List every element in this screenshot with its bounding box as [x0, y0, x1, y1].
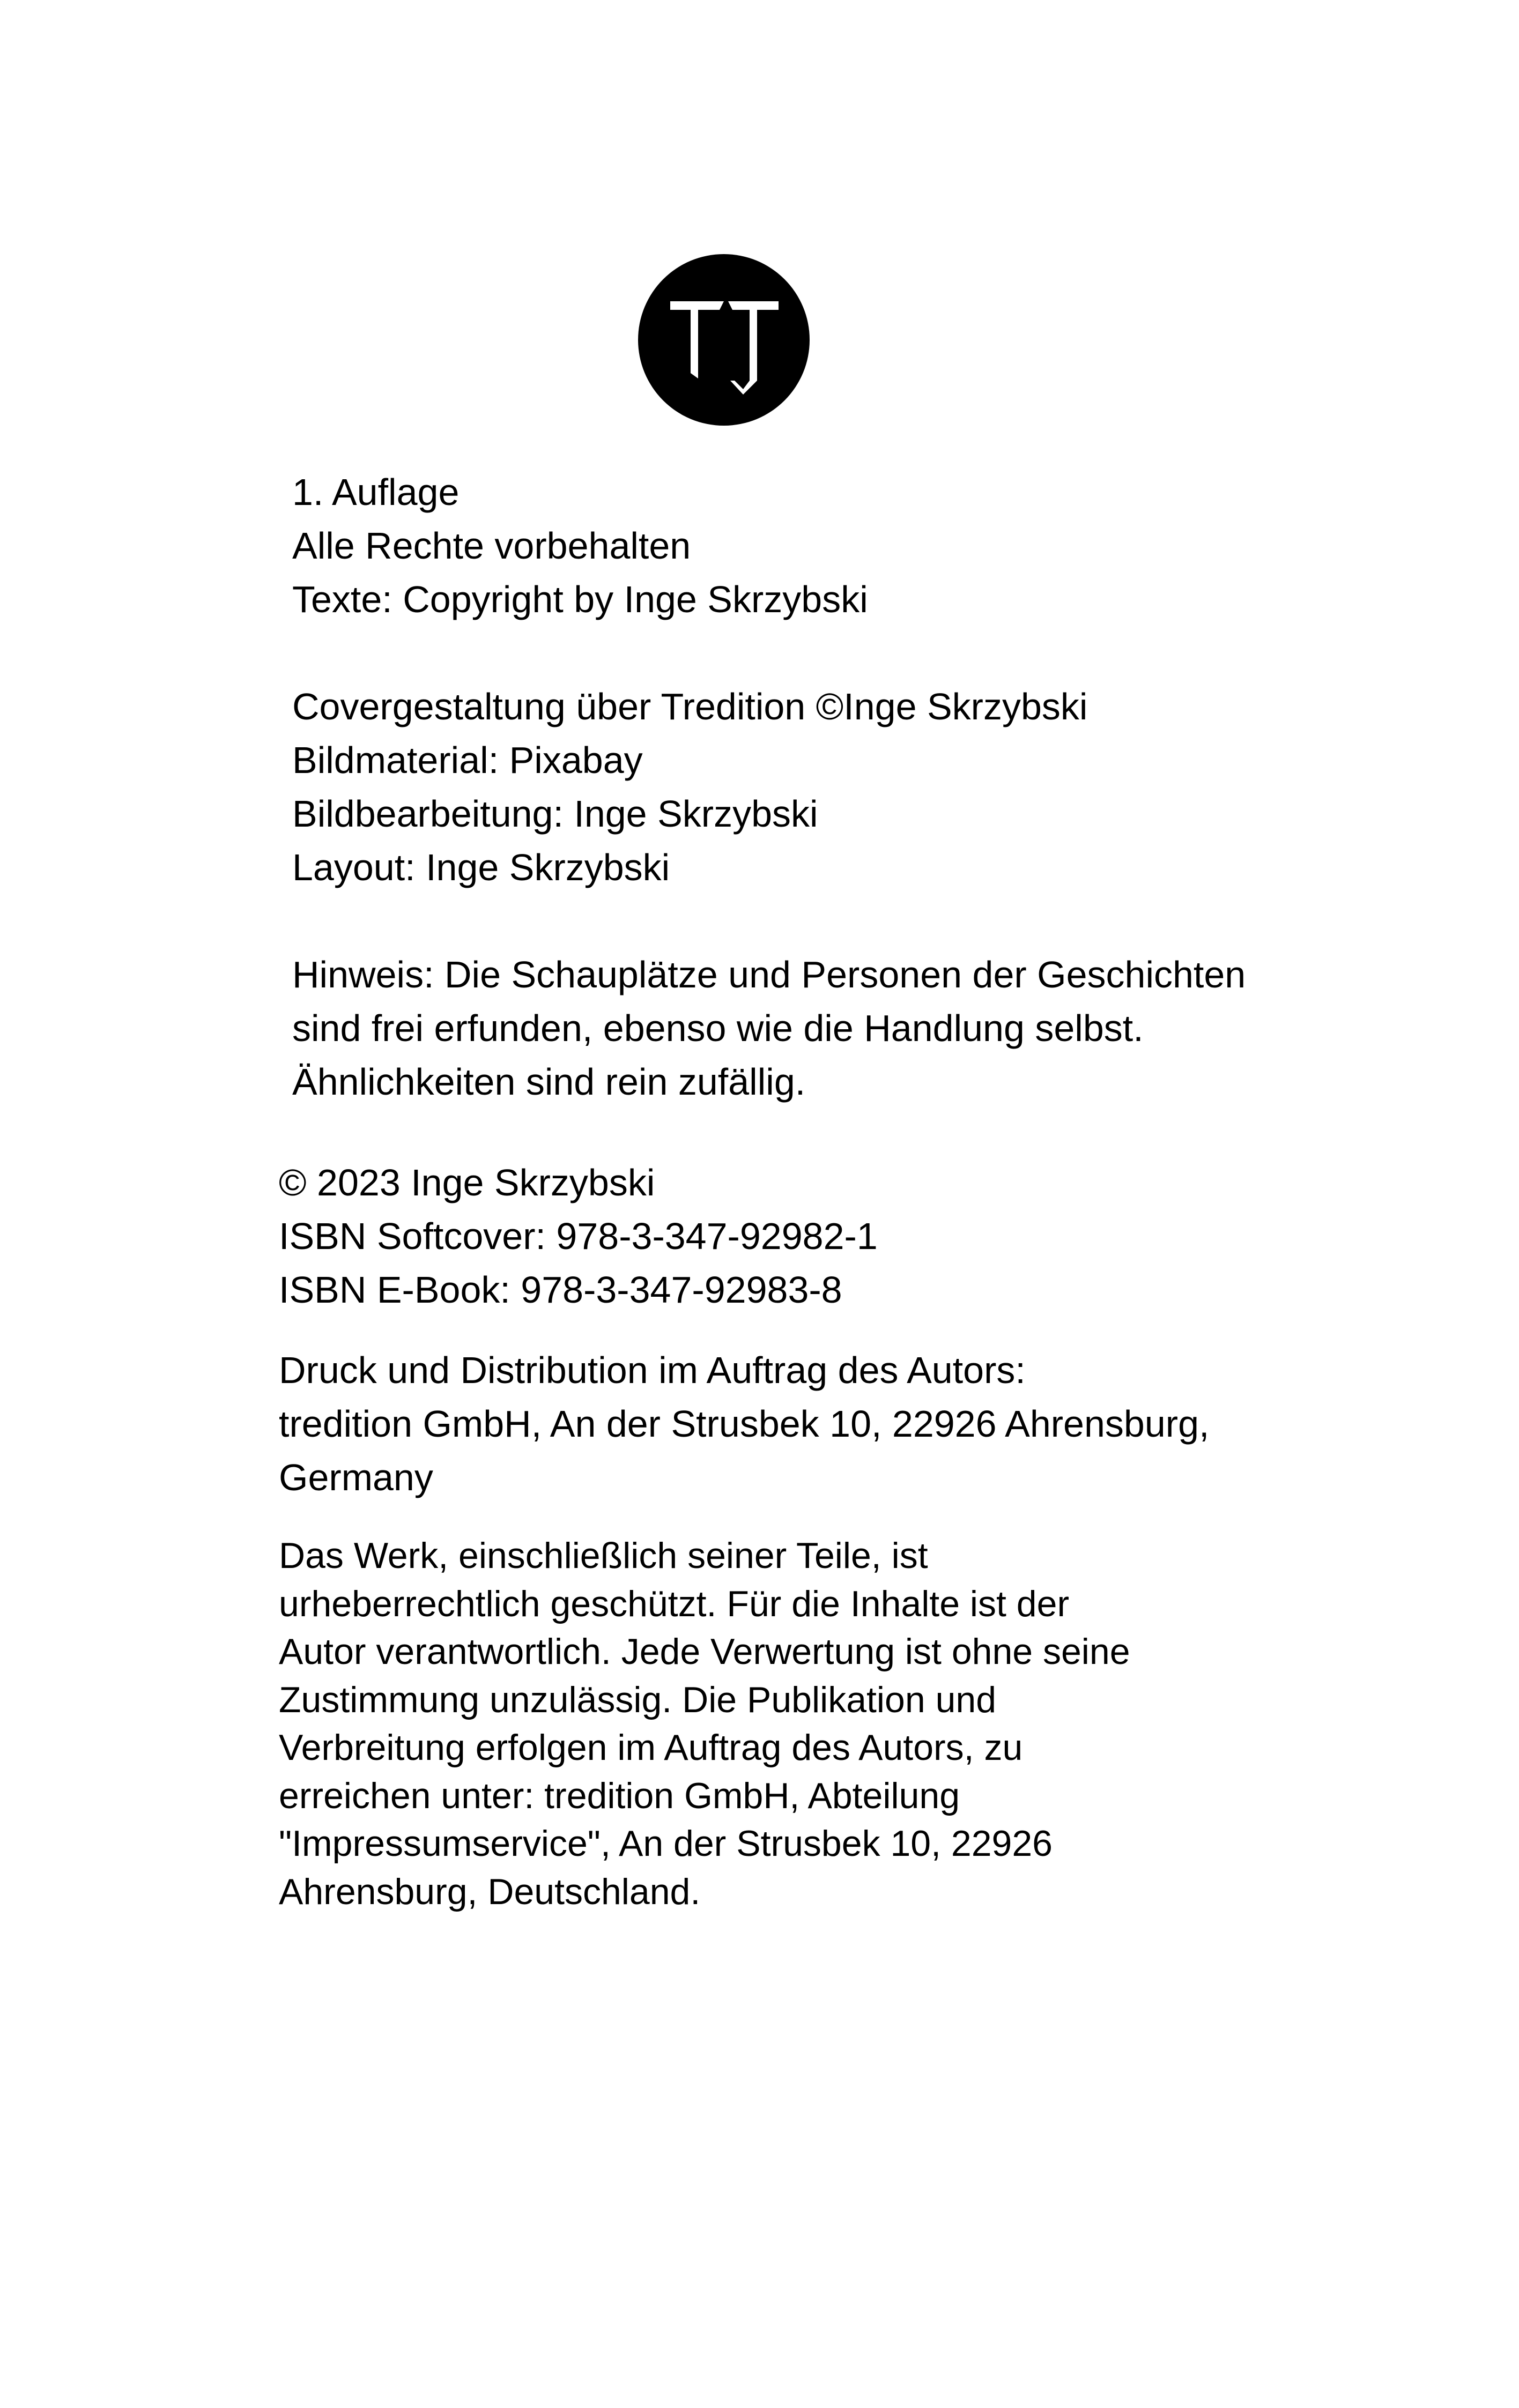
notice-line: erreichen unter: tredition GmbH, Abteilung [279, 1775, 960, 1816]
notice-line: "Impressumservice", An der Strusbek 10, 22926 [279, 1823, 1053, 1864]
note-line: sind frei erfunden, ebenso wie die Handlung selbst. [292, 1007, 1144, 1049]
notice-line: Autor verantwortlich. Jede Verwertung ist ohne seine [279, 1631, 1130, 1672]
fiction-note [292, 948, 1246, 1109]
isbn-softcover-line: ISBN Softcover: 978-3-347-92982-1 [279, 1215, 878, 1257]
credits-info [292, 680, 1087, 894]
text-copyright-line: Texte: Copyright by Inge Skrzybski [292, 578, 868, 620]
note-line: Hinweis: Die Schauplätze und Personen der Geschichten [292, 954, 1246, 995]
printer-line: Druck und Distribution im Auftrag des Autors: [279, 1349, 1026, 1391]
isbn-ebook-line: ISBN E-Book: 978-3-347-92983-8 [279, 1269, 842, 1311]
notice-line: Verbreitung erfolgen im Auftrag des Autors, zu [279, 1727, 1023, 1768]
notice-line: urheberrechtlich geschützt. Für die Inhalte ist der [279, 1583, 1070, 1624]
isbn-info [279, 1156, 878, 1317]
edition-line: 1. Auflage [292, 471, 460, 513]
printer-info [279, 1343, 1209, 1504]
image-source-line: Bildmaterial: Pixabay [292, 739, 643, 781]
notice-line: Ahrensburg, Deutschland. [279, 1871, 701, 1912]
printer-line: tredition GmbH, An der Strusbek 10, 22926 Ahrensburg, [279, 1403, 1210, 1445]
notice-line: Zustimmung unzulässig. Die Publikation und [279, 1679, 997, 1720]
cover-design-line: Covergestaltung über Tredition ©Inge Skrzybski [292, 686, 1088, 727]
edition-info [292, 465, 868, 626]
copyright-notice [279, 1532, 1130, 1916]
image-editing-line: Bildbearbeitung: Inge Skrzybski [292, 793, 818, 835]
layout-line: Layout: Inge Skrzybski [292, 846, 670, 888]
rights-line: Alle Rechte vorbehalten [292, 525, 691, 567]
tredition-logo-icon [638, 254, 810, 426]
note-line: Ähnlichkeiten sind rein zufällig. [292, 1061, 806, 1103]
year-copyright-line: © 2023 Inge Skrzybski [279, 1162, 655, 1203]
printer-line: Germany [279, 1456, 433, 1498]
notice-line: Das Werk, einschließlich seiner Teile, ist [279, 1535, 928, 1576]
